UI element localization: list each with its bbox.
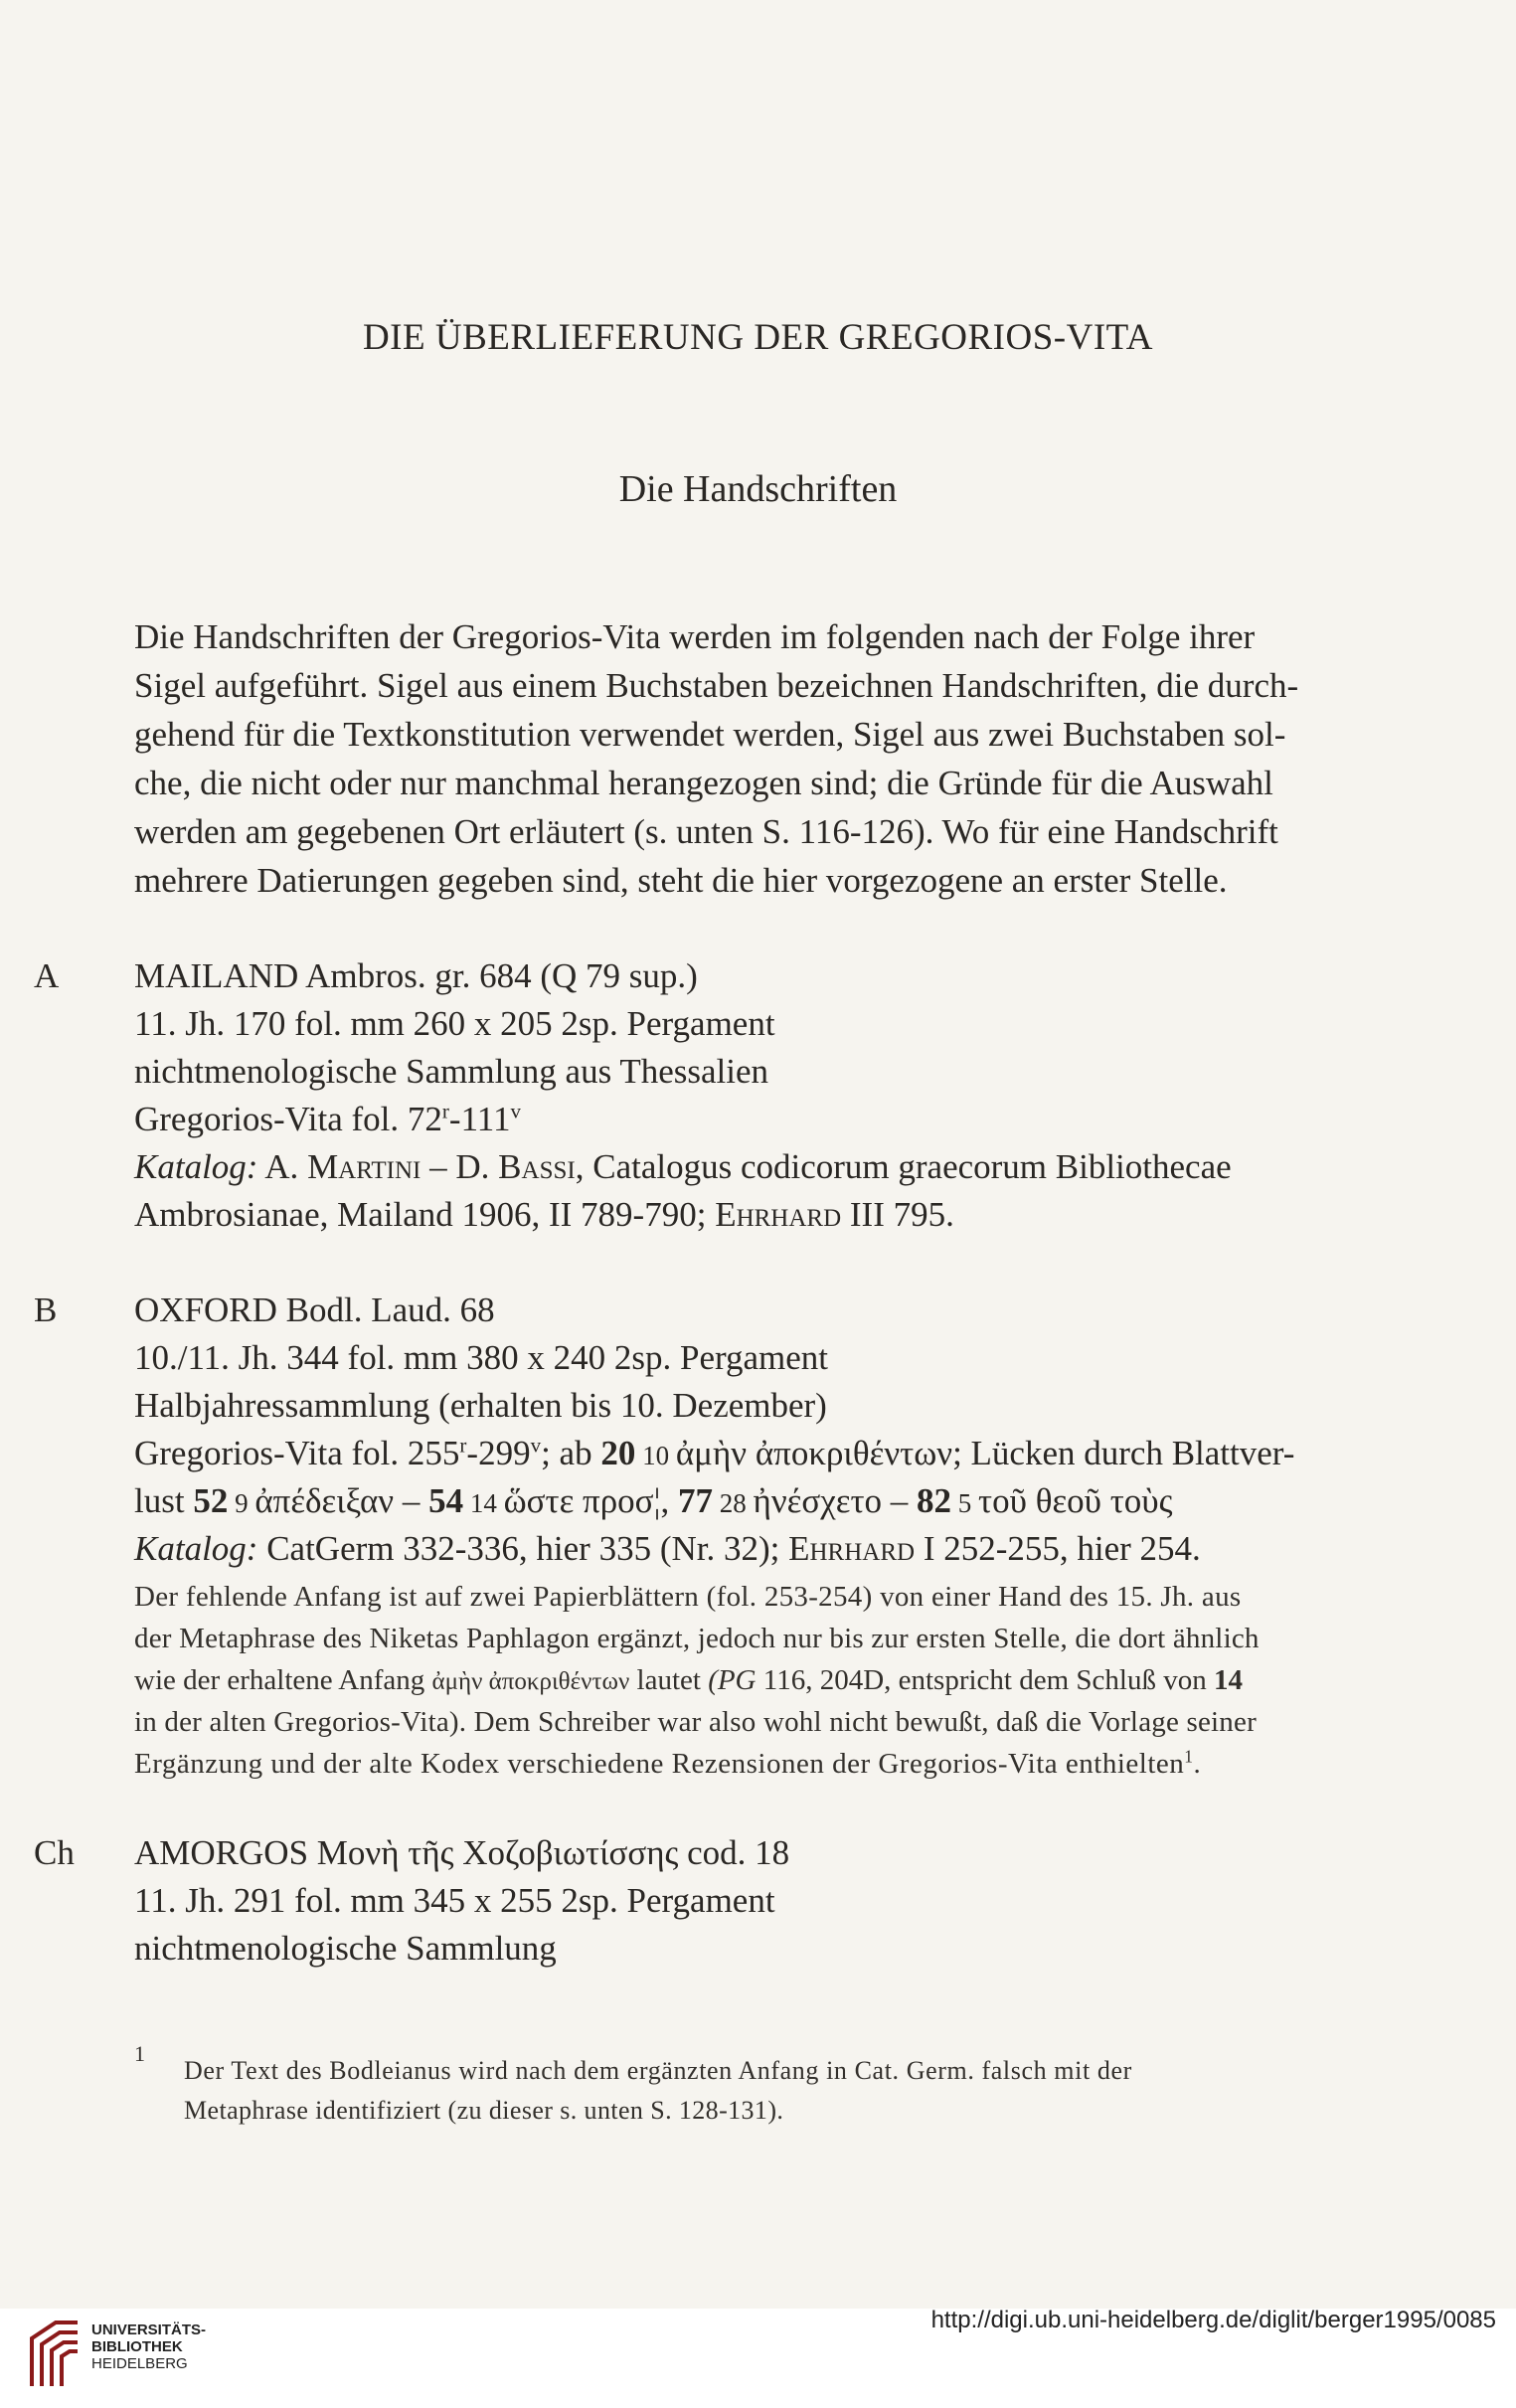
intro-line: mehrere Datierungen gegeben sind, steht die hier vorgezogene an erster Stelle. [134,861,1228,900]
entry-line: lust 52 9 ἀπέδειξαν – 54 14 ὥστε προσ¦, 77 28 ἠνέσχετο – 82 5 τοῦ θεοῦ τοὺς [134,1481,1173,1520]
note-line: Ergänzung und der alte Kodex verschiedene Rezensionen der Gregorios-Vita enthielten$^1$. [134,1746,1202,1780]
entry-line: MAILAND Ambros. gr. 684 (Q 79 sup.) [134,956,698,995]
entry-line: OXFORD Bodl. Laud. 68 [134,1290,495,1329]
footnote-marker: 1 [134,2041,145,2066]
note-line: Der fehlende Anfang ist auf zwei Papierblättern (fol. 253-254) von einer Hand des 15. Jh. aus [134,1581,1242,1613]
note-line: wie der erhaltene Anfang ἀμὴν ἀποκριθέντων lautet (PG 116, 204D, entspricht dem Schluß von 14 [134,1664,1243,1696]
intro-line: gehend für die Textkonstitution verwendet werden, Sigel aus zwei Buchstaben sol- [134,715,1286,754]
katalog-line: Katalog: A. Martini – D. Bassi, Catalogus codicorum graecorum Bibliothecae [134,1147,1232,1186]
siglum: A [34,956,60,995]
entry-line: 11. Jh. 291 fol. mm 345 x 255 2sp. Pergament [134,1881,775,1920]
library-logo-icon [24,2317,82,2388]
footnote-line: Der Text des Bodleianus wird nach dem ergänzten Anfang in Cat. Germ. falsch mit der [184,2056,1132,2085]
footnote-line: Metaphrase identifiziert (zu dieser s. unten S. 128-131). [184,2096,784,2125]
library-name: HEIDELBERG [91,2355,188,2372]
entry-line: nichtmenologische Sammlung [134,1929,557,1968]
siglum: B [34,1290,58,1329]
chapter-title: DIE ÜBERLIEFERUNG DER GREGORIOS-VITA [362,317,1154,358]
katalog-line: Ambrosianae, Mailand 1906, II 789-790; Ehrhard III 795. [134,1195,954,1234]
section-title: Die Handschriften [618,468,898,510]
entry-line: Gregorios-Vita fol. 72$^r$-111$^v$ [134,1099,521,1138]
siglum: Ch [34,1833,75,1872]
intro-line: Sigel aufgeführt. Sigel aus einem Buchstaben bezeichnen Handschriften, die durch- [134,666,1299,705]
entry-line: Halbjahressammlung (erhalten bis 10. Dezember) [134,1386,827,1425]
entry-line: 10./11. Jh. 344 fol. mm 380 x 240 2sp. Pergament [134,1338,829,1377]
library-name: UNIVERSITÄTS- [91,2322,207,2338]
note-line: der Metaphrase des Niketas Paphlagon ergänzt, jedoch nur bis zur ersten Stelle, die dort ähnlich [134,1623,1260,1654]
entry-line: Gregorios-Vita fol. 255$^r$-299$^v$; ab 20 10 ἀμὴν ἀποκριθέντων; Lücken durch Blattver- [134,1433,1295,1472]
intro-line: werden am gegebenen Ort erläutert (s. unten S. 116-126). Wo für eine Handschrift [134,812,1278,851]
intro-line: che, die nicht oder nur manchmal herangezogen sind; die Gründe für die Auswahl [134,764,1273,802]
note-line: in der alten Gregorios-Vita). Dem Schreiber war also wohl nicht bewußt, daß die Vorlage seiner [134,1706,1257,1738]
entry-line: nichtmenologische Sammlung aus Thessalien [134,1052,768,1091]
library-name: BIBLIOTHEK [91,2338,183,2355]
intro-line: Die Handschriften der Gregorios-Vita werden im folgenden nach der Folge ihrer [134,617,1256,656]
entry-line: 11. Jh. 170 fol. mm 260 x 205 2sp. Pergament [134,1004,775,1043]
katalog-line: Katalog: CatGerm 332-336, hier 335 (Nr. 32); Ehrhard I 252-255, hier 254. [134,1529,1201,1568]
entry-line: AMORGOS Μονὴ τῆς Χοζοβιωτίσσης cod. 18 [134,1833,790,1872]
page-url-link[interactable]: http://digi.ub.uni-heidelberg.de/diglit/berger1995/0085 [930,2307,1496,2333]
